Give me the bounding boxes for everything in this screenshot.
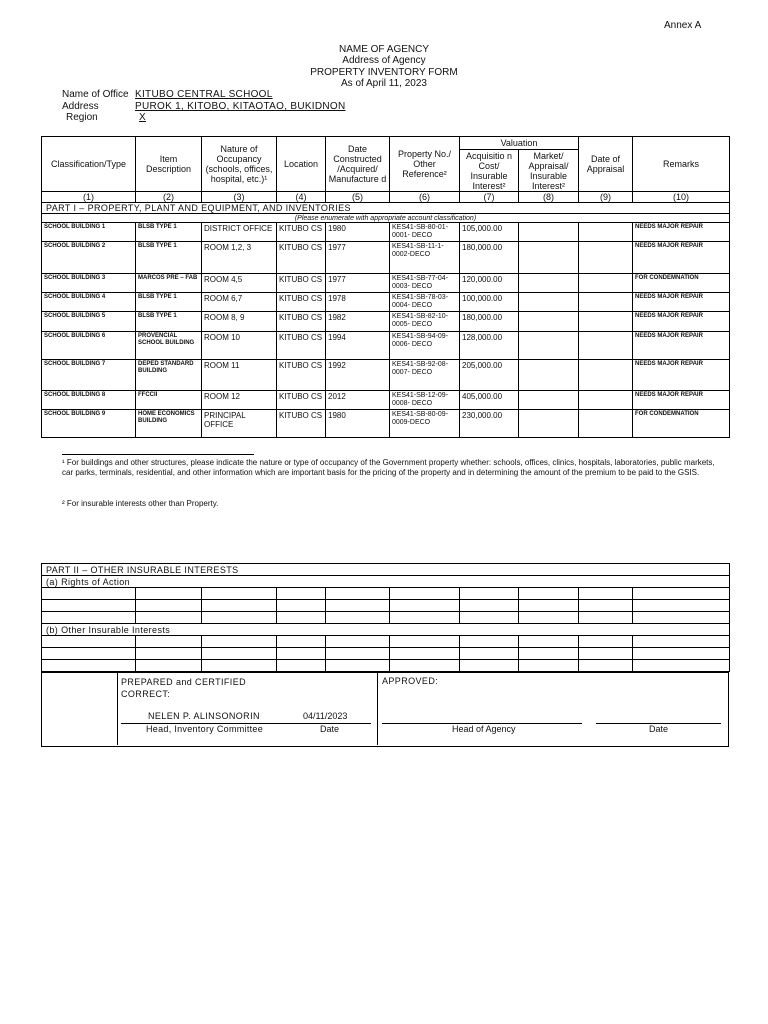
date-appraisal-cell	[579, 391, 633, 410]
rights-of-action-rows	[42, 588, 730, 624]
empty-cell	[460, 636, 519, 648]
date-cell: 1994	[326, 332, 390, 360]
location-cell: KITUBO CS	[277, 360, 326, 391]
part2-title: PART II – OTHER INSURABLE INTERESTS	[42, 564, 730, 576]
empty-cell	[579, 588, 633, 600]
property-no-cell: KES41-SB-80-01-0001- DECO	[390, 223, 460, 242]
empty-row	[42, 612, 730, 624]
table-row	[42, 242, 730, 274]
empty-cell	[202, 660, 277, 672]
remarks-cell: FOR CONDEMNATION	[633, 274, 730, 293]
description-cell: BLSB TYPE 1	[136, 312, 202, 332]
market-cell	[519, 223, 579, 242]
empty-cell	[326, 588, 390, 600]
table-row	[42, 391, 730, 410]
occupancy-cell: ROOM 10	[202, 332, 277, 360]
empty-cell	[390, 648, 460, 660]
table-row	[42, 360, 730, 391]
location-cell: KITUBO CS	[277, 274, 326, 293]
empty-row	[42, 660, 730, 672]
classification-cell: SCHOOL BUILDING 4	[42, 293, 136, 312]
empty-row	[42, 636, 730, 648]
date-cell: 2012	[326, 391, 390, 410]
date-cell: 1982	[326, 312, 390, 332]
classification-cell: SCHOOL BUILDING 5	[42, 312, 136, 332]
property-no-cell: KES41-SB-94-09-0006- DECO	[390, 332, 460, 360]
header-remarks: Remarks	[633, 137, 730, 192]
occupancy-cell: DISTRICT OFFICE	[202, 223, 277, 242]
other-interests-table	[41, 563, 730, 672]
occupancy-cell: ROOM 8, 9	[202, 312, 277, 332]
col-num: (9)	[579, 192, 633, 203]
empty-row	[42, 588, 730, 600]
address-label: Address	[62, 101, 99, 112]
inventory-rows	[42, 223, 730, 438]
location-cell: KITUBO CS	[277, 293, 326, 312]
empty-cell	[42, 600, 136, 612]
acquisition-cost-cell: 128,000.00	[460, 332, 519, 360]
empty-cell	[202, 636, 277, 648]
acquisition-cost-cell: 105,000.00	[460, 223, 519, 242]
market-cell	[519, 274, 579, 293]
empty-cell	[326, 600, 390, 612]
rights-of-action-label: (a) Rights of Action	[42, 576, 730, 588]
description-cell: BLSB TYPE 1	[136, 242, 202, 274]
prepared-date: 04/11/2023	[303, 711, 348, 721]
empty-cell	[277, 636, 326, 648]
office-name-label: Name of Office	[62, 89, 129, 100]
occupancy-cell: ROOM 12	[202, 391, 277, 410]
part1-note: (Please enumerate with appropriate account classification)	[42, 214, 730, 223]
empty-cell	[579, 648, 633, 660]
classification-cell: SCHOOL BUILDING 1	[42, 223, 136, 242]
empty-cell	[136, 648, 202, 660]
date-appraisal-cell	[579, 223, 633, 242]
empty-cell	[519, 648, 579, 660]
date-cell: 1977	[326, 242, 390, 274]
table-row	[42, 312, 730, 332]
empty-cell	[519, 636, 579, 648]
empty-cell	[136, 660, 202, 672]
property-no-cell: KES41-SB-80-09-0009-DECO	[390, 410, 460, 438]
empty-cell	[460, 612, 519, 624]
acquisition-cost-cell: 405,000.00	[460, 391, 519, 410]
acquisition-cost-cell: 100,000.00	[460, 293, 519, 312]
empty-cell	[460, 600, 519, 612]
remarks-cell: NEEDS MAJOR REPAIR	[633, 360, 730, 391]
remarks-cell: NEEDS MAJOR REPAIR	[633, 312, 730, 332]
col-num: (10)	[633, 192, 730, 203]
footnote-divider	[62, 454, 254, 455]
date-appraisal-cell	[579, 274, 633, 293]
occupancy-cell: ROOM 4,5	[202, 274, 277, 293]
classification-cell: SCHOOL BUILDING 8	[42, 391, 136, 410]
empty-cell	[326, 660, 390, 672]
prepared-label: PREPARED and CERTIFIED CORRECT:	[121, 677, 247, 699]
market-cell	[519, 332, 579, 360]
location-cell: KITUBO CS	[277, 410, 326, 438]
table-row	[42, 332, 730, 360]
col-num: (4)	[277, 192, 326, 203]
market-cell	[519, 242, 579, 274]
description-cell: BLSB TYPE 1	[136, 293, 202, 312]
approver-date-label: Date	[649, 724, 669, 734]
annex-label: Annex A	[664, 20, 702, 31]
empty-cell	[202, 648, 277, 660]
empty-cell	[579, 660, 633, 672]
empty-cell	[202, 612, 277, 624]
description-cell: FFCCII	[136, 391, 202, 410]
header-property-no: Property No./ Other Reference²	[390, 137, 460, 192]
col-num: (5)	[326, 192, 390, 203]
empty-cell	[633, 600, 730, 612]
acquisition-cost-cell: 205,000.00	[460, 360, 519, 391]
occupancy-cell: ROOM 6,7	[202, 293, 277, 312]
classification-cell: SCHOOL BUILDING 6	[42, 332, 136, 360]
inventory-table	[41, 136, 730, 438]
empty-cell	[633, 636, 730, 648]
empty-cell	[519, 660, 579, 672]
empty-cell	[202, 588, 277, 600]
occupancy-cell: ROOM 1,2, 3	[202, 242, 277, 274]
col-num: (7)	[460, 192, 519, 203]
empty-cell	[519, 612, 579, 624]
empty-cell	[277, 660, 326, 672]
header-classification: Classification/Type	[42, 137, 136, 192]
date-appraisal-cell	[579, 312, 633, 332]
market-cell	[519, 391, 579, 410]
location-cell: KITUBO CS	[277, 312, 326, 332]
empty-cell	[277, 600, 326, 612]
classification-cell: SCHOOL BUILDING 3	[42, 274, 136, 293]
date-appraisal-cell	[579, 360, 633, 391]
empty-cell	[326, 648, 390, 660]
empty-cell	[390, 612, 460, 624]
empty-cell	[277, 648, 326, 660]
header-market-appraisal: Market/ Appraisal/ Insurable Interest²	[519, 150, 579, 192]
prepared-name: NELEN P. ALINSONORIN	[148, 711, 260, 721]
region-value: X	[139, 112, 146, 123]
header-item-description: Item Description	[136, 137, 202, 192]
empty-cell	[277, 588, 326, 600]
signature-divider-left	[117, 672, 118, 745]
footnote-2: ² For insurable interests other than Property.	[62, 499, 219, 508]
acquisition-cost-cell: 180,000.00	[460, 312, 519, 332]
region-field	[0, 112, 768, 124]
property-no-cell: KES41-SB-11-1-0002-DECO	[390, 242, 460, 274]
empty-cell	[633, 588, 730, 600]
empty-cell	[202, 600, 277, 612]
empty-cell	[460, 660, 519, 672]
empty-cell	[519, 600, 579, 612]
col-num: (1)	[42, 192, 136, 203]
form-title: PROPERTY INVENTORY FORM	[310, 67, 458, 78]
header-date-constructed: Date Constructed /Acquired/ Manufacture d	[326, 137, 390, 192]
header-location: Location	[277, 137, 326, 192]
col-num: (3)	[202, 192, 277, 203]
region-label: Region	[66, 112, 98, 123]
property-no-cell: KES41-SB-12-09-0008- DECO	[390, 391, 460, 410]
remarks-cell: NEEDS MAJOR REPAIR	[633, 242, 730, 274]
location-cell: KITUBO CS	[277, 332, 326, 360]
location-cell: KITUBO CS	[277, 223, 326, 242]
part1-title: PART I – PROPERTY, PLANT AND EQUIPMENT, AND INVENTORIES	[42, 203, 730, 214]
as-of-date: As of April 11, 2023	[341, 78, 427, 89]
table-row	[42, 223, 730, 242]
date-cell: 1980	[326, 410, 390, 438]
acquisition-cost-cell: 120,000.00	[460, 274, 519, 293]
approved-label: APPROVED:	[382, 676, 439, 686]
empty-cell	[579, 636, 633, 648]
empty-cell	[136, 588, 202, 600]
date-appraisal-cell	[579, 242, 633, 274]
table-row	[42, 274, 730, 293]
empty-cell	[390, 588, 460, 600]
footnote-1: ¹ For buildings and other structures, please indicate the nature or type of occupancy of the Government property whether: schools, offices, clinics, hospitals, laboratories, public markets, car parks, terminals, residential, and other information which are important basis for the pricing of the property and in determining the amount of the premium to be paid to the GSIS.	[62, 458, 715, 477]
empty-cell	[42, 588, 136, 600]
header-valuation: Valuation	[460, 137, 579, 150]
table-row	[42, 410, 730, 438]
acquisition-cost-cell: 180,000.00	[460, 242, 519, 274]
empty-cell	[460, 588, 519, 600]
prepared-date-label: Date	[320, 724, 340, 734]
empty-cell	[42, 660, 136, 672]
remarks-cell: FOR CONDEMNATION	[633, 410, 730, 438]
location-cell: KITUBO CS	[277, 391, 326, 410]
classification-cell: SCHOOL BUILDING 9	[42, 410, 136, 438]
date-cell: 1978	[326, 293, 390, 312]
classification-cell: SCHOOL BUILDING 2	[42, 242, 136, 274]
occupancy-cell: ROOM 11	[202, 360, 277, 391]
market-cell	[519, 312, 579, 332]
empty-cell	[326, 636, 390, 648]
description-cell: PROVENCIAL SCHOOL BUILDING	[136, 332, 202, 360]
col-num: (6)	[390, 192, 460, 203]
other-interests-rows	[42, 636, 730, 672]
office-name-field	[0, 89, 768, 101]
prepared-title: Head, Inventory Committee	[146, 724, 264, 734]
market-cell	[519, 360, 579, 391]
approver-title: Head of Agency	[452, 724, 516, 734]
description-cell: BLSB TYPE 1	[136, 223, 202, 242]
property-no-cell: KES41-SB-92-08-0007- DECO	[390, 360, 460, 391]
location-cell: KITUBO CS	[277, 242, 326, 274]
market-cell	[519, 410, 579, 438]
remarks-cell: NEEDS MAJOR REPAIR	[633, 223, 730, 242]
column-number-row	[42, 192, 730, 203]
date-cell: 1992	[326, 360, 390, 391]
empty-cell	[579, 612, 633, 624]
col-num: (8)	[519, 192, 579, 203]
property-no-cell: KES41-SB-78-03-0004- DECO	[390, 293, 460, 312]
col-num: (2)	[136, 192, 202, 203]
empty-cell	[326, 612, 390, 624]
table-row	[42, 293, 730, 312]
remarks-cell: NEEDS MAJOR REPAIR	[633, 293, 730, 312]
empty-cell	[519, 588, 579, 600]
empty-cell	[633, 612, 730, 624]
date-cell: 1980	[326, 223, 390, 242]
empty-cell	[633, 660, 730, 672]
description-cell: HOME ECONOMICS BUILDING	[136, 410, 202, 438]
empty-cell	[390, 600, 460, 612]
empty-cell	[390, 660, 460, 672]
market-cell	[519, 293, 579, 312]
date-appraisal-cell	[579, 293, 633, 312]
empty-cell	[42, 648, 136, 660]
header-occupancy: Nature of Occupancy (schools, offices, hospital, etc.)¹	[202, 137, 277, 192]
acquisition-cost-cell: 230,000.00	[460, 410, 519, 438]
agency-name: NAME OF AGENCY	[338, 44, 429, 55]
occupancy-cell: PRINCIPAL OFFICE	[202, 410, 277, 438]
empty-cell	[390, 636, 460, 648]
office-name-value: KITUBO CENTRAL SCHOOL	[135, 89, 273, 100]
empty-cell	[136, 636, 202, 648]
empty-cell	[136, 612, 202, 624]
empty-cell	[42, 612, 136, 624]
header-date-appraisal: Date of Appraisal	[579, 137, 633, 192]
remarks-cell: NEEDS MAJOR REPAIR	[633, 332, 730, 360]
agency-address: Address of Agency	[342, 55, 426, 66]
description-cell: DEPED STANDARD BUILDING	[136, 360, 202, 391]
address-value: PUROK 1, KITOBO, KITAOTAO, BUKIDNON	[135, 101, 346, 112]
empty-row	[42, 600, 730, 612]
empty-cell	[136, 600, 202, 612]
date-appraisal-cell	[579, 332, 633, 360]
header-acquisition-cost: Acquisitio n Cost/ Insurable Interest²	[460, 150, 519, 192]
property-no-cell: KES41-SB-77-04-0003- DECO	[390, 274, 460, 293]
empty-cell	[633, 648, 730, 660]
description-cell: MARCOS PRE – FAB	[136, 274, 202, 293]
signature-divider-mid	[377, 672, 378, 745]
empty-row	[42, 648, 730, 660]
empty-cell	[42, 636, 136, 648]
date-appraisal-cell	[579, 410, 633, 438]
classification-cell: SCHOOL BUILDING 7	[42, 360, 136, 391]
other-interests-label: (b) Other Insurable Interests	[42, 624, 730, 636]
empty-cell	[460, 648, 519, 660]
date-cell: 1977	[326, 274, 390, 293]
empty-cell	[277, 612, 326, 624]
property-no-cell: KES41-SB-82-10-0005- DECO	[390, 312, 460, 332]
empty-cell	[579, 600, 633, 612]
remarks-cell: NEEDS MAJOR REPAIR	[633, 391, 730, 410]
